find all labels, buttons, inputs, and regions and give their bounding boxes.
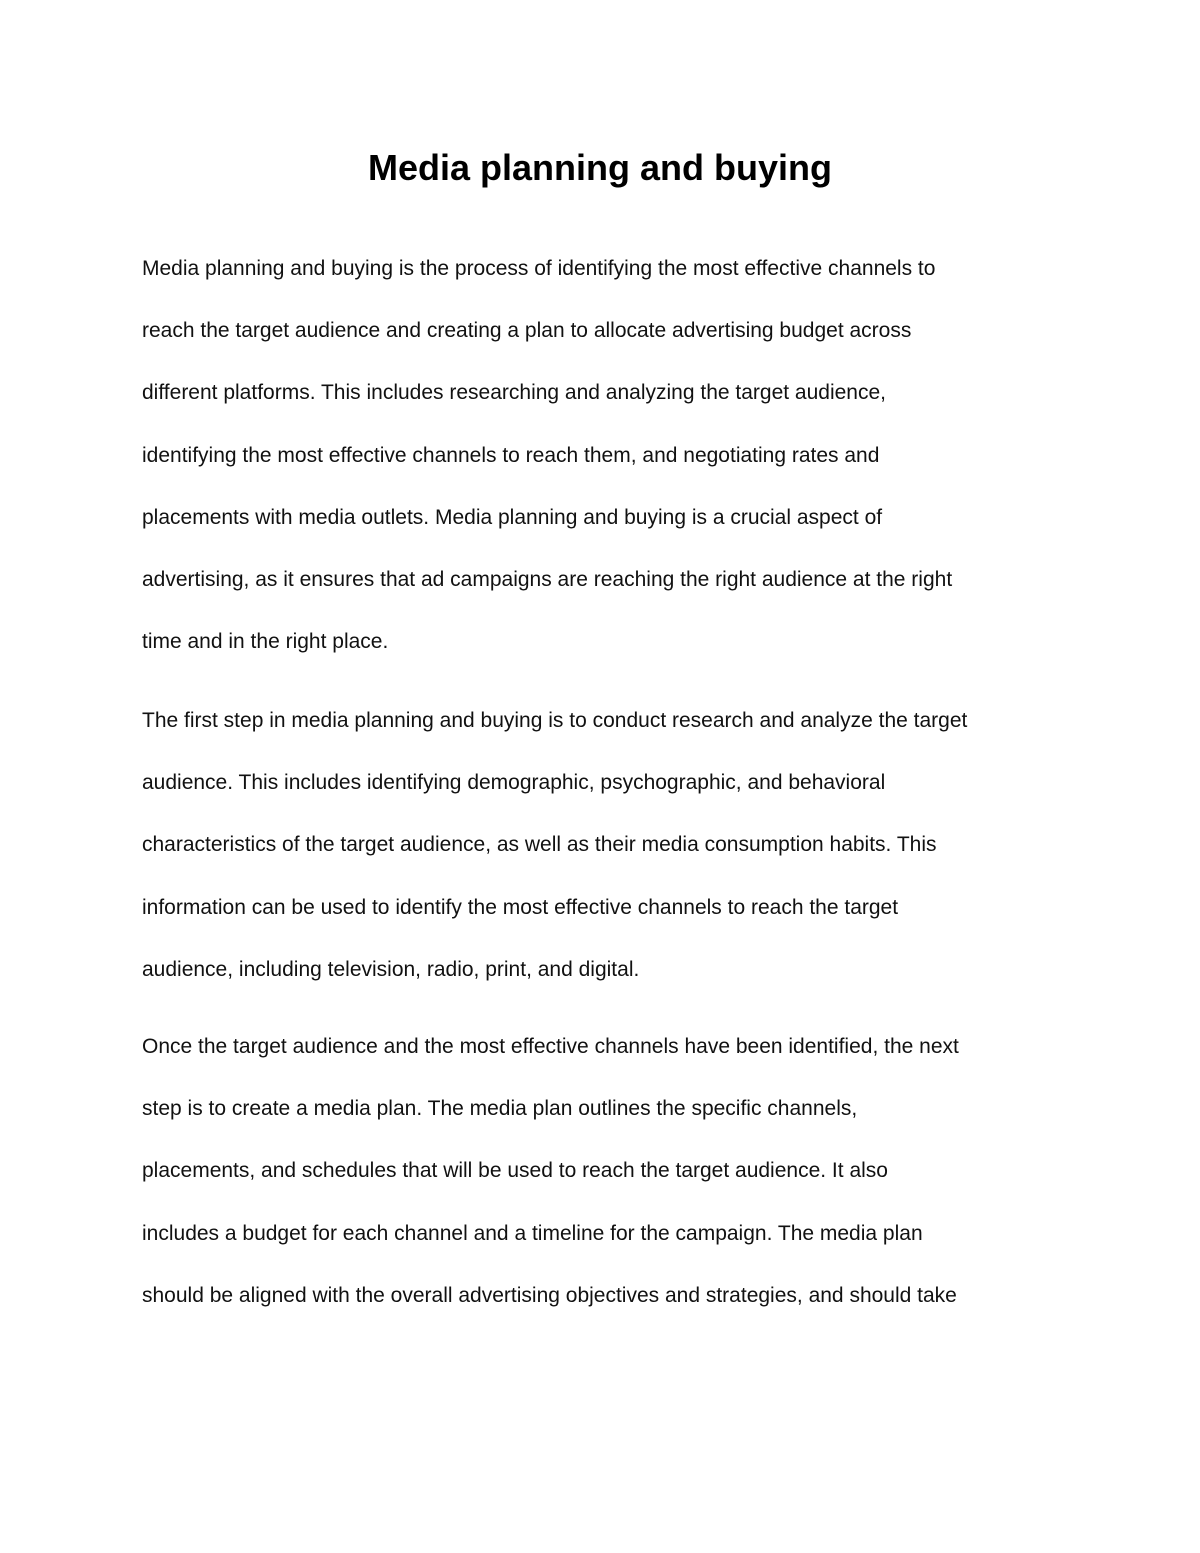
paragraph-1 bbox=[142, 238, 952, 673]
text-line: step is to create a media plan. The media plan outlines the specific channels, bbox=[142, 1097, 858, 1121]
paragraph-3 bbox=[142, 1016, 959, 1327]
text-line: audience, including television, radio, print, and digital. bbox=[142, 957, 640, 981]
text-line: The first step in media planning and buying is to conduct research and analyze the target bbox=[142, 709, 968, 732]
document-title: Media planning and buying bbox=[368, 147, 832, 188]
text-line: audience. This includes identifying demographic, psychographic, and behavioral bbox=[142, 771, 886, 795]
text-line: placements, and schedules that will be used to reach the target audience. It also bbox=[142, 1159, 888, 1183]
text-line: Once the target audience and the most effective channels have been identified, the next bbox=[142, 1035, 959, 1058]
text-line: advertising, as it ensures that ad campaigns are reaching the right audience at the right bbox=[142, 567, 953, 591]
text-line: identifying the most effective channels to reach them, and negotiating rates and bbox=[142, 443, 880, 467]
text-line: should be aligned with the overall advertising objectives and strategies, and should take bbox=[142, 1283, 957, 1307]
text-line: different platforms. This includes researching and analyzing the target audience, bbox=[142, 381, 887, 405]
text-line: time and in the right place. bbox=[142, 630, 389, 654]
text-line: reach the target audience and creating a plan to allocate advertising budget across bbox=[142, 319, 912, 343]
text-line: Media planning and buying is the process of identifying the most effective channels to bbox=[142, 257, 936, 280]
paragraph-2 bbox=[142, 690, 967, 1001]
text-line: characteristics of the target audience, as well as their media consumption habits. This bbox=[142, 833, 937, 857]
text-line: placements with media outlets. Media planning and buying is a crucial aspect of bbox=[142, 505, 883, 529]
text-line: includes a budget for each channel and a timeline for the campaign. The media plan bbox=[142, 1221, 923, 1245]
text-line: information can be used to identify the most effective channels to reach the target bbox=[142, 895, 899, 919]
